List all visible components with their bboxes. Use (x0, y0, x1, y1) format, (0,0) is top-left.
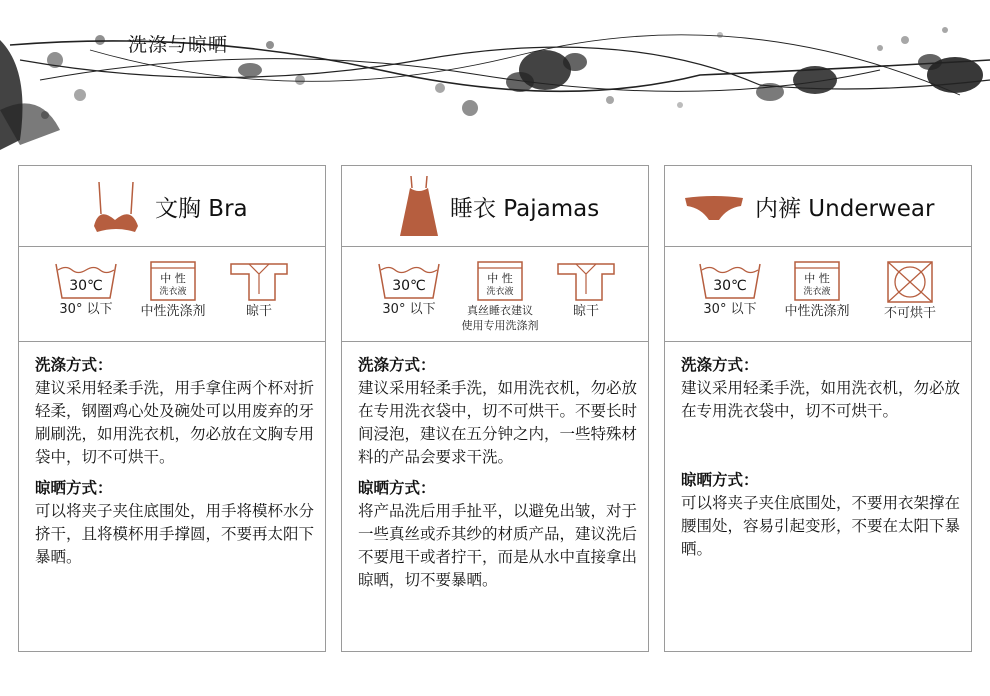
care-symbols (19, 246, 325, 342)
dry-heading: 晾晒方式： (358, 479, 436, 497)
svg-text:30℃: 30℃ (392, 278, 426, 294)
care-instructions (35, 354, 315, 569)
wash-30-symbol (695, 260, 765, 317)
neutral-detergent-symbol (777, 260, 857, 319)
drip-dry-symbol (554, 260, 618, 319)
dry-text: 可以将夹子夹住底围处，用手将模杯水分挤干，且将模杯用手撑圆，不要再太阳下暴晒。 (35, 502, 315, 566)
wash-heading: 洗涤方式： (358, 356, 436, 374)
symbol-caption: 晾干 (245, 304, 272, 319)
symbol-caption: 晾干 (572, 304, 599, 319)
neutral-detergent-symbol (133, 260, 213, 319)
svg-text:洗衣液: 洗衣液 (159, 287, 187, 297)
care-instructions (681, 354, 961, 561)
page-title: 洗涤与晾晒 (128, 34, 229, 56)
care-symbols (665, 246, 971, 342)
wash-heading: 洗涤方式： (681, 356, 759, 374)
drip-dry-icon (556, 260, 616, 302)
card-title: 睡衣 Pajamas (450, 196, 600, 222)
bra-icon (91, 176, 141, 236)
wash-30-symbol (51, 260, 121, 317)
symbol-caption: 中性洗涤剂 (784, 304, 850, 319)
dry-text: 将产品洗后用手扯平，以避免出皱，对于一些真丝或乔其纱的材质产品，建议洗后不要甩干或者拧干，而是从水中直接拿出晾晒，切不要暴晒。 (358, 502, 638, 589)
symbol-caption-line2: 使用专用洗涤剂 (461, 319, 539, 332)
neutral-detergent-icon (149, 260, 197, 302)
card-header (665, 166, 971, 247)
ink-banner (0, 0, 990, 150)
svg-text:30℃: 30℃ (713, 278, 747, 294)
care-symbols (342, 246, 648, 342)
card-header (342, 166, 648, 247)
dry-text: 可以将夹子夹住底围处，不要用衣架撑在腰围处，容易引起变形，不要在太阳下暴晒。 (681, 494, 961, 558)
wash-text: 建议采用轻柔手洗，用手拿住两个杯对折轻柔，钢圈鸡心处及碗处可以用废弃的牙刷刷洗，如用洗衣机，勿必放在文胸专用袋中，切不可烘干。 (35, 379, 315, 466)
care-card-pajamas (341, 165, 649, 652)
drip-dry-symbol (227, 260, 291, 319)
ink-flower-decoration (0, 0, 990, 150)
no-tumble-dry-symbol (873, 260, 947, 321)
svg-text:中 性: 中 性 (804, 272, 830, 285)
wash-30-icon (54, 260, 118, 300)
dry-heading: 晾晒方式： (681, 471, 759, 489)
symbol-caption-line1: 真丝睡衣建议 (467, 304, 533, 317)
card-header (19, 166, 325, 247)
wash-30-icon (698, 260, 762, 300)
card-title: 文胸 Bra (155, 196, 248, 222)
neutral-detergent-icon (793, 260, 841, 302)
symbol-caption: 30° 以下 (703, 302, 757, 317)
svg-text:中 性: 中 性 (487, 272, 513, 285)
neutral-detergent-symbol (452, 260, 548, 332)
svg-text:洗衣液: 洗衣液 (803, 287, 831, 297)
panties-icon (683, 194, 745, 222)
symbol-caption: 30° 以下 (59, 302, 113, 317)
wash-text: 建议采用轻柔手洗，如用洗衣机，勿必放在专用洗衣袋中，切不可烘干。 (681, 379, 961, 420)
dry-heading: 晾晒方式： (35, 479, 113, 497)
symbol-caption: 30° 以下 (382, 302, 436, 317)
wash-30-icon (377, 260, 441, 300)
svg-text:中 性: 中 性 (160, 272, 186, 285)
nightgown-icon (398, 174, 440, 238)
symbol-caption: 中性洗涤剂 (140, 304, 206, 319)
care-card-underwear (664, 165, 972, 652)
wash-heading: 洗涤方式： (35, 356, 113, 374)
no-tumble-dry-icon (886, 260, 934, 304)
neutral-detergent-icon (476, 260, 524, 302)
wash-text: 建议采用轻柔手洗，如用洗衣机，勿必放在专用洗衣袋中，切不可烘干。不要长时间浸泡，建议在五分钟之内，一些特殊材料的产品会要求干洗。 (358, 379, 638, 466)
drip-dry-icon (229, 260, 289, 302)
wash-30-symbol (374, 260, 444, 317)
symbol-caption: 不可烘干 (883, 306, 936, 321)
wash-temp-label: 30℃ (69, 278, 103, 294)
svg-text:洗衣液: 洗衣液 (486, 287, 514, 297)
care-card-bra (18, 165, 326, 652)
card-title: 内裤 Underwear (755, 196, 935, 222)
care-instructions (358, 354, 638, 592)
